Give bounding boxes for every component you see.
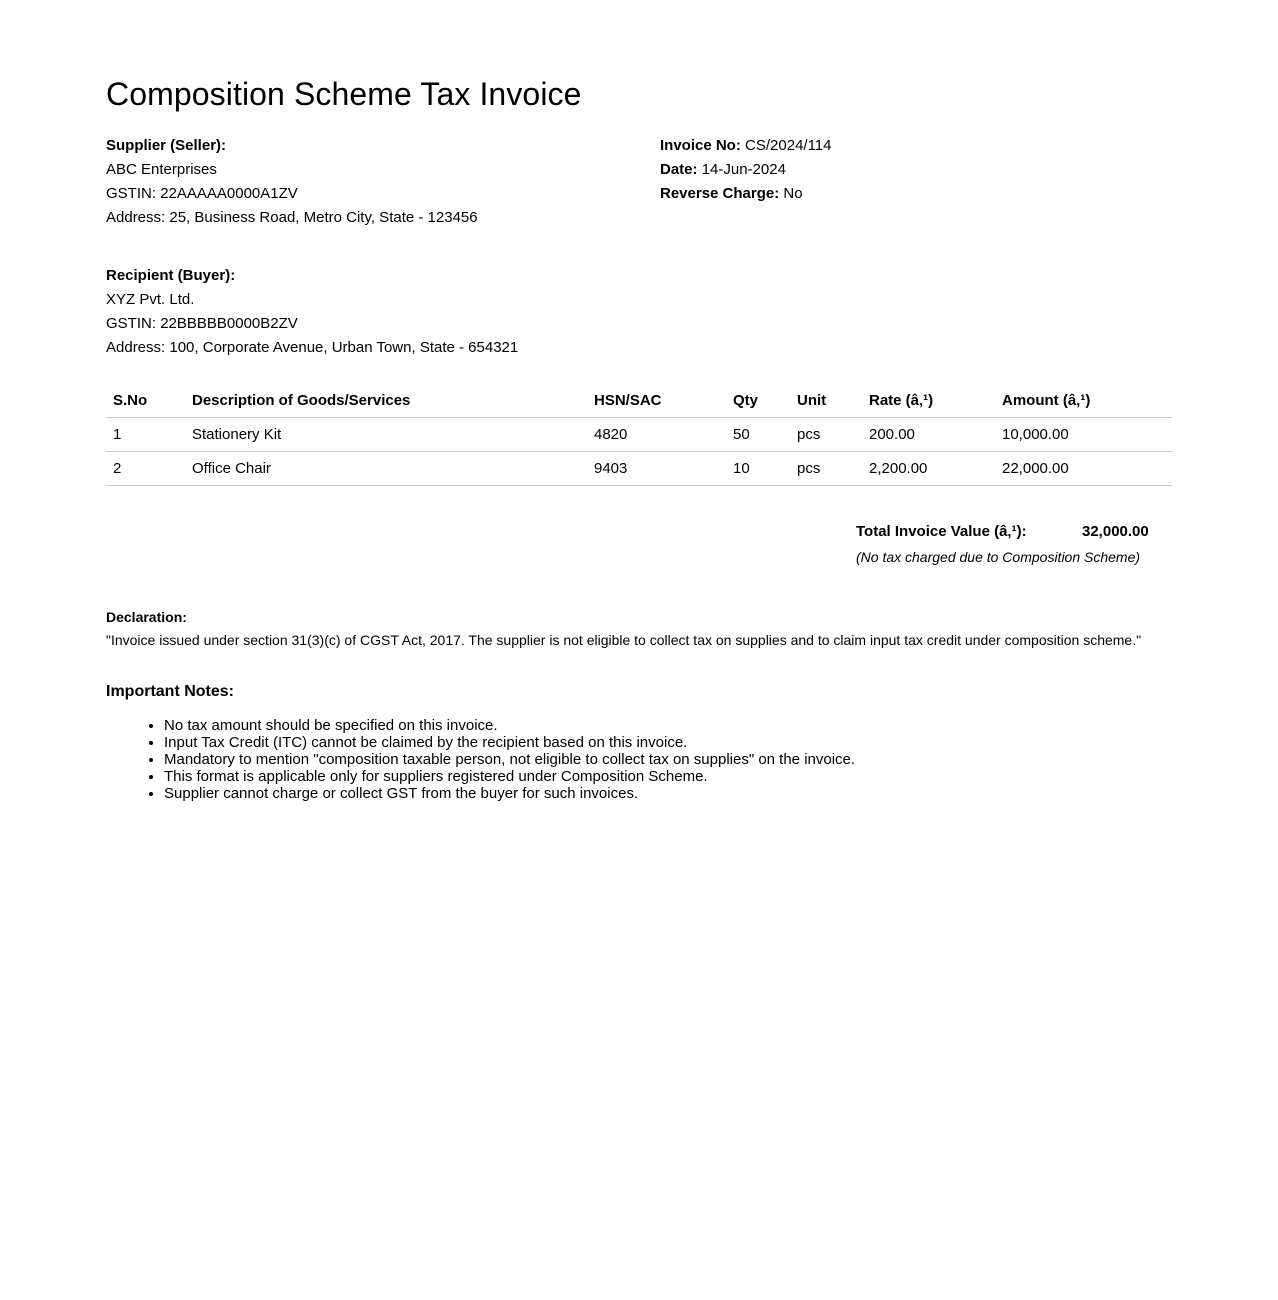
list-item: • Mandatory to mention "composition taxable person, not eligible to collect tax on supplies" on the invoice. <box>164 751 1172 768</box>
col-header-rate: Rate (â‚¹) <box>862 384 995 418</box>
col-header-qty: Qty <box>726 384 790 418</box>
total-value: 32,000.00 <box>1082 523 1149 540</box>
important-notes <box>106 682 1172 802</box>
col-header-description: Description of Goods/Services <box>185 384 587 418</box>
cell-unit: pcs <box>790 418 862 452</box>
total-row <box>856 520 1166 544</box>
cell-hsn: 9403 <box>587 452 726 486</box>
supplier-gstin: 22AAAAA0000A1ZV <box>160 185 298 202</box>
table-row <box>106 452 1172 486</box>
supplier-address-label: Address: <box>106 209 166 226</box>
recipient-address: 100, Corporate Avenue, Urban Town, State - 654321 <box>169 339 519 356</box>
totals-block <box>856 520 1166 566</box>
cell-qty: 50 <box>726 418 790 452</box>
recipient-gstin: 22BBBBB0000B2ZV <box>160 315 298 332</box>
cell-hsn: 4820 <box>587 418 726 452</box>
supplier-address-line <box>106 206 646 230</box>
invoice-date-line <box>660 158 1160 182</box>
cell-qty: 10 <box>726 452 790 486</box>
cell-unit: pcs <box>790 452 862 486</box>
cell-amount: 10,000.00 <box>995 418 1172 452</box>
supplier-block <box>106 134 646 230</box>
col-header-unit: Unit <box>790 384 862 418</box>
total-note: (No tax charged due to Composition Scheme) <box>856 549 1141 565</box>
invoice-number-label: Invoice No: <box>660 137 741 154</box>
supplier-gstin-line <box>106 182 646 206</box>
recipient-gstin-line <box>106 312 806 336</box>
reverse-charge: No <box>783 185 803 202</box>
list-item: • Supplier cannot charge or collect GST from the buyer for such invoices. <box>164 785 1172 802</box>
declaration-text: "Invoice issued under section 31(3)(c) of CGST Act, 2017. The supplier is not eligible to collect tax on supplies and to claim input tax credit under composition scheme." <box>106 632 1142 648</box>
invoice-number: CS/2024/114 <box>745 137 832 154</box>
cell-sno: 2 <box>106 452 185 486</box>
declaration-title: Declaration: <box>106 609 187 625</box>
cell-amount: 22,000.00 <box>995 452 1172 486</box>
invoice-date: 14-Jun-2024 <box>701 161 786 178</box>
col-header-amount: Amount (â‚¹) <box>995 384 1172 418</box>
list-item: • This format is applicable only for suppliers registered under Composition Scheme. <box>164 768 1172 785</box>
cell-description: Office Chair <box>185 452 587 486</box>
reverse-charge-label: Reverse Charge: <box>660 185 780 202</box>
recipient-block <box>106 264 806 360</box>
recipient-heading: Recipient (Buyer): <box>106 267 236 284</box>
col-header-sno: S.No <box>106 384 185 418</box>
cell-sno: 1 <box>106 418 185 452</box>
supplier-name: ABC Enterprises <box>106 161 217 178</box>
invoice-number-line <box>660 134 1160 158</box>
notes-title: Important Notes: <box>106 683 234 700</box>
page-title: Composition Scheme Tax Invoice <box>106 76 582 112</box>
total-label: Total Invoice Value (â‚¹): <box>856 523 1027 540</box>
cell-rate: 200.00 <box>862 418 995 452</box>
cell-description: Stationery Kit <box>185 418 587 452</box>
list-item: • Input Tax Credit (ITC) cannot be claimed by the recipient based on this invoice. <box>164 734 1172 751</box>
recipient-address-label: Address: <box>106 339 166 356</box>
declaration-block <box>106 608 1172 649</box>
recipient-gstin-label: GSTIN: <box>106 315 157 332</box>
supplier-heading: Supplier (Seller): <box>106 137 227 154</box>
recipient-name: XYZ Pvt. Ltd. <box>106 291 195 308</box>
table-row <box>106 418 1172 452</box>
table-header-row <box>106 384 1172 418</box>
reverse-charge-line <box>660 182 1160 206</box>
recipient-address-line <box>106 336 806 360</box>
list-item: • No tax amount should be specified on this invoice. <box>164 717 1172 734</box>
items-table <box>106 384 1172 486</box>
notes-list <box>106 717 1172 802</box>
supplier-gstin-label: GSTIN: <box>106 185 157 202</box>
invoice-date-label: Date: <box>660 161 698 178</box>
cell-rate: 2,200.00 <box>862 452 995 486</box>
col-header-hsn: HSN/SAC <box>587 384 726 418</box>
invoice-meta-block <box>660 134 1160 206</box>
supplier-address: 25, Business Road, Metro City, State - 123456 <box>169 209 478 226</box>
